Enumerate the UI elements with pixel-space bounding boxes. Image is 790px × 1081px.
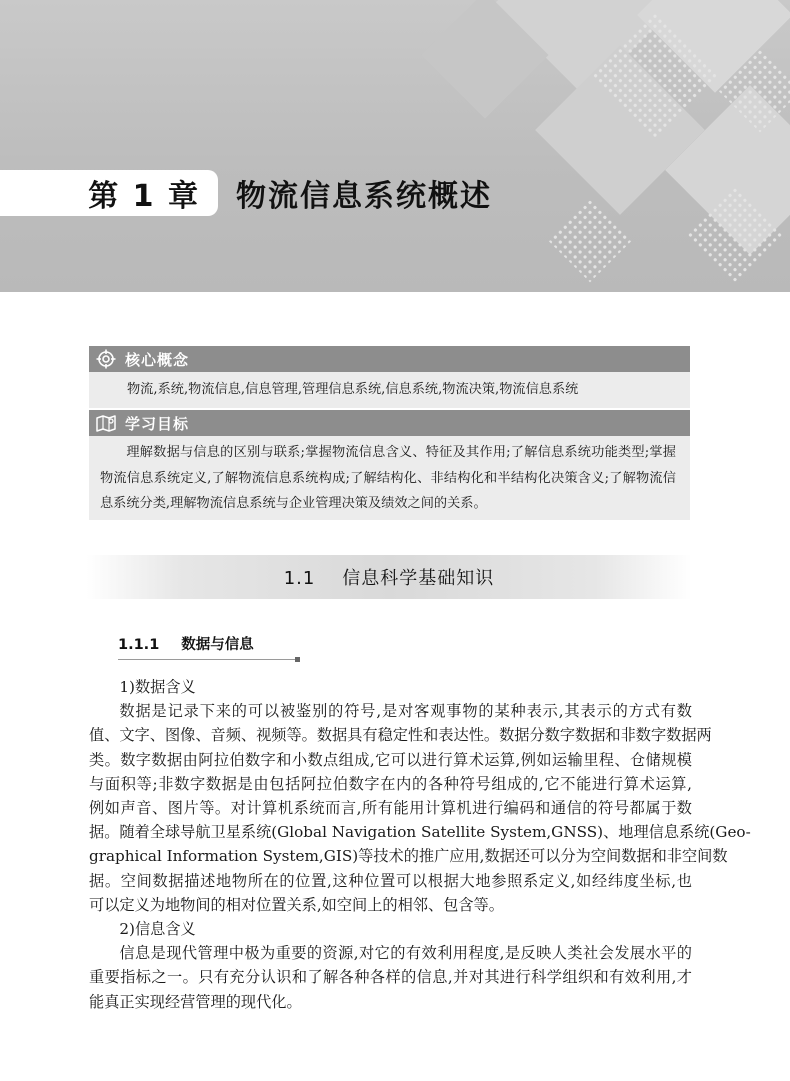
paragraph-line: 与面积等;非数字数据是由包括阿拉伯数字在内的各种符号组成的,它不能进行算术运算, [89, 774, 692, 793]
section-number: 1.1 [283, 568, 316, 589]
learning-goals-text: 理解数据与信息的区别与联系;掌握物流信息含义、特征及其作用;了解信息系统功能类型;掌握物流信息系统定义,了解物流信息系统构成;了解结构化、非结构化和半结构化决策含义;了解物流信息系统分类,理解物流信息系统与企业管理决策及绩效之间的关系。 [89, 436, 690, 520]
paragraph-line: 据。空间数据描述地物所在的位置,这种位置可以根据大地参照系定义,如经纬度坐标,也 [89, 871, 692, 890]
chapter-title: 物流信息系统概述 [236, 179, 492, 214]
core-concepts-box [89, 346, 690, 408]
paragraph-line: 数据是记录下来的可以被鉴别的符号,是对客观事物的某种表示,其表示的方式有数 [119, 702, 692, 721]
paragraph-line: 例如声音、图片等。对计算机系统而言,所有能用计算机进行编码和通信的符号都属于数 [89, 799, 692, 818]
subsection-marker [295, 657, 300, 662]
paragraph-line: 据。随着全球导航卫星系统(Global Navigation Satellite System,GNSS)、地理信息系统(Geo- [89, 823, 751, 842]
learning-goals-heading: 学习目标 [125, 414, 190, 433]
paragraph-line: 可以定义为地物间的相对位置关系,如空间上的相邻、包含等。 [89, 895, 504, 914]
subsection-number: 1.1.1 [118, 637, 160, 653]
subsection-heading [118, 633, 300, 660]
section-title: 信息科学基础知识 [342, 568, 495, 589]
paragraph-line: 信息是现代管理中极为重要的资源,对它的有效利用程度,是反映人类社会发展水平的 [119, 944, 692, 963]
chapter-banner [0, 0, 790, 292]
core-concepts-heading: 核心概念 [125, 350, 190, 369]
paragraph-line: 类。数字数据由阿拉伯数字和小数点组成,它可以进行算术运算,例如运输里程、仓储规模 [89, 750, 692, 769]
learning-goals-box [89, 410, 690, 520]
core-concepts-header [89, 346, 690, 372]
item2-title: 2)信息含义 [119, 920, 196, 939]
map-icon [91, 410, 121, 436]
chapter-number-tab [0, 170, 218, 216]
body-content [89, 675, 751, 1014]
item1-title: 1)数据含义 [119, 678, 196, 696]
section-heading [86, 555, 692, 599]
paragraph-line: 值、文字、图像、音频、视频等。数据具有稳定性和表达性。数据分数字数据和非数字数据两 [89, 726, 712, 745]
paragraph-line: 重要指标之一。只有充分认识和了解各种各样的信息,并对其进行科学组织和有效利用,才 [89, 968, 692, 987]
item1-paragraph [89, 699, 751, 917]
core-concepts-text: 物流,系统,物流信息,信息管理,管理信息系统,信息系统,物流决策,物流信息系统 [89, 372, 690, 408]
item2-paragraph [89, 941, 692, 1014]
learning-goals-header [89, 410, 690, 436]
paragraph-line: graphical Information System,GIS)等技术的推广应用,数据还可以分为空间数据和非空间数 [89, 847, 728, 866]
subsection-title: 数据与信息 [181, 637, 254, 653]
chapter-number: 第 1 章 [88, 179, 200, 214]
target-icon [91, 346, 121, 372]
paragraph-line: 能真正实现经营管理的现代化。 [89, 992, 302, 1011]
